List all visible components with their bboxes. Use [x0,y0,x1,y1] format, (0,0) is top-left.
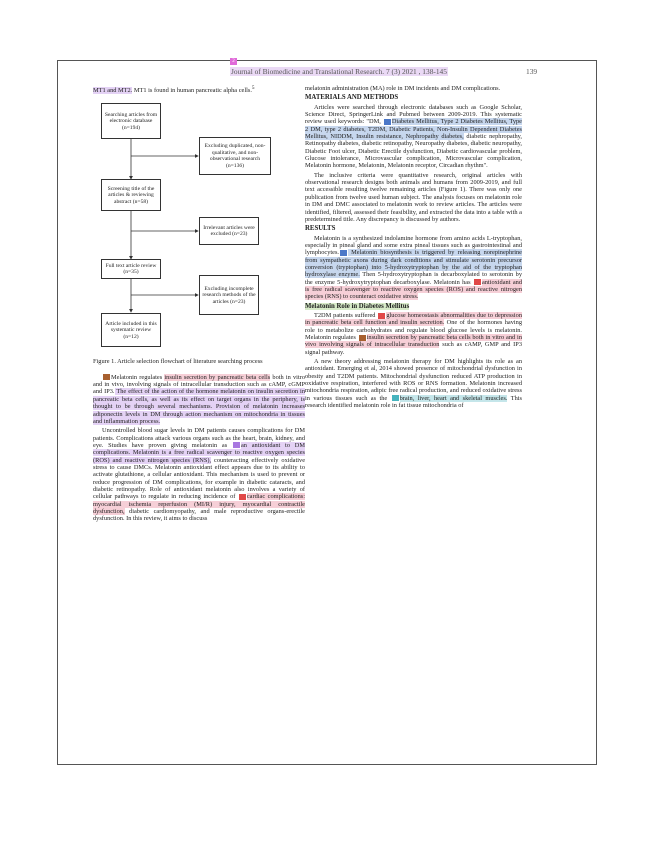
flow-box-included: Article included in this systematic review (n=12) [101,313,161,347]
role-paragraph-2: A new theory addressing melatonin therapy for DM highlights its role as an antioxidant. Emerging et al, 2014 showed presence of mitochondrial dysfunction in obesity and T2DM patients. Mitochondrial dysfunction reduced ATP production in oxidative respiration, interfered with ROS or RNS formation. Melatonin increased mitochondria respiration, adipic free radical production, and reduced oxidative stress in various tissues such as the brain, liver, heart and skeletal muscles. This research identified melatonin role in fat tissue mitochondria of [305,358,523,410]
annotation-marker [239,494,246,500]
flow-box-exclude-incomplete: Excluding incomplete research methods of the articles (n=23) [199,275,259,315]
complications-paragraph: Uncontrolled blood sugar levels in DM patients causes complications for DM patients. Complications attack various organs such as the heart, brain, kidney, and eye. Studies have proven giving melatonin as an antioxidant to DM complications. Melatonin is a free radical scavenger to reactive oxygen species (ROS) and reactive nitrogen species (RNS), counteracting effectively oxidative stress to cause DMCs. Melatonin antioxidant effect appears due to its ability to activate glutathione, a cellular antioxidant. This mechanism is used to prevent or reduce progression of DM complications, for example in diabetic cataracts, and diabetic retinopathy. Role of antioxidant melatonin also involves a variety of cellular pathways to regulate in reducing incidence of cardiac complications: myocardial ischemia reperfusion (MI/R) injury, myocardial contractile dysfunction, diabetic cardiomyopathy, and male reproductive organs-erectile dysfunction. In this review, it aims to discuss [93,427,306,523]
flow-box-search: Searching articles from electronic database (n=194) [101,103,161,139]
methods-paragraph-1: Articles were searched through electronic databases such as Google Scholar, Science Direct, SpringerLink and Pubmed between 2009-2019. This systematic review used keywords: "DM, Diabetes Mellitus, Type 2 Diabetes Mellitus, Type 2 DM, type 2 diabetes, T2DM, Diabetic Patients, Non-Insulin Dependent Diabetes Mellitus, NIDDM, Insulin resistance, Nephropathy diabetes, diabetic nephropathy, Retinopathy diabetes, diabetic retinopathy, Neuropathy diabetes, diabetic neuropathy, Diabetic Foot ulcer, Diabetic Erectile dysfunction, Diabetic cardiovascular problem, Glucose intolerance, Microvascular complication, Microvascular complication, Melatonin hormone, Melatonin, Melatonin receptor, Circadian rhythm". [305,103,522,170]
flow-box-exclude-duplicates: Excluding duplicated, non-qualitative, and non-observational research (n=136) [199,137,271,175]
annotation-badge: 2 [230,58,237,65]
annotation-marker [103,374,110,380]
intro-paragraph: MT1 and MT2. MT1 is found in human pancreatic alpha cells.$^5$ [93,85,255,95]
flow-box-full-text: Full text article review (n=35) [101,259,161,279]
methods-heading: MATERIALS AND METHODS [305,94,399,102]
methods-paragraph-2: The inclusive criteria were quantitative research, original articles with observational research designs both animals and humans from 2009-2019, and full text accessible resulting twelve remaining articles (Figure 1). There was only one publication from twelve used human subject. The analysis focuses on melatonin role in DM and DMC associated to melatonin work to review articles. The articles were identified, filtered, assessed their feasibility, and extracted the data into a table with a predetermined title. Any discrepancy is discussed by authors. [305,171,522,223]
left-column [93,85,305,525]
role-paragraph-1: T2DM patients suffered glucose homeostasis abnormalities due to depression in pancreatic beta cell function and insulin secretion. One of the hormones having role to metabolize carbohydrates and regulate blood glucose levels is melatonin. Melatonin regulates insulin secretion by pancreatic beta cells both in vitro and in vivo involving signals of intracellular transduction such as cAMP, GMP and IP3 signal pathway. [305,311,522,356]
flowchart [93,99,305,352]
page-number: 139 [526,67,538,76]
paper-page [57,60,597,765]
journal-title: Journal of Biomedicine and Translational Research. 7 (3) 2021 , 138-145 [231,67,447,76]
annotation-marker [474,279,481,285]
results-heading: RESULTS [305,225,336,233]
annotation-marker [340,250,347,256]
melatonin-insulin-paragraph: Melatonin regulates insulin secretion by pancreatic beta cells both in vitro and in vivo, involving signals of intracellular transduction such as cAMP, cGMP and IP3. The effect of the action of the hormone melatonin on insulin secretion in pancreatic beta cells, as well as its effect on target organs in the periphery, is thought to be through several mechanisms. Provision of melatonin increases adiponectin levels in DM through action mechanism on mitochondria in tissues and inflammation process. [93,373,305,425]
annotation-marker [392,395,399,401]
right-column [305,85,522,411]
results-paragraph-1: Melatonin is a synthesized indolamine hormone from amino acids L-tryptophan, especially in pineal gland and some extra pineal tissues such as gastrointestinal and lymphocytes. Melatonin biosynthesis is triggered by releasing norepinephrine from sympathetic axons during dark conditions and stimulate serotonin precursor conversion (tryptophan) into 5-hydroxytryptophan by the aid of the tryptophan hydroxylase enzyme. Then 5-hydroxytryptophan is decarboxylated to serotonin by the enzyme 5-hydroxytryptophan decarboxylase. Melatonin has antioxidant and is free radical scavenger to reactive oxygen species (ROS) and reactive nitrogen species (RNS) to counteract oxidative stress. [305,234,522,301]
figure-caption: Figure 1. Article selection flowchart of literature searching process [93,358,263,366]
role-heading: Melatonin Role in Diabetes Mellitus [305,302,410,310]
annotation-marker [384,119,391,125]
flow-box-irrelevant: Irrelevant articles were excluded (n=23) [199,217,259,245]
annotation-marker [378,313,385,319]
annotation-marker [359,335,366,341]
aim-continuation: melatonin administration (MA) role in DM incidents and DM complications. [305,85,501,92]
highlight-receptors: MT1 and MT2. [93,87,133,95]
annotation-marker [233,442,240,448]
flow-box-screening: Screening title of the articles & reviewing abstract (n=58) [101,179,161,211]
